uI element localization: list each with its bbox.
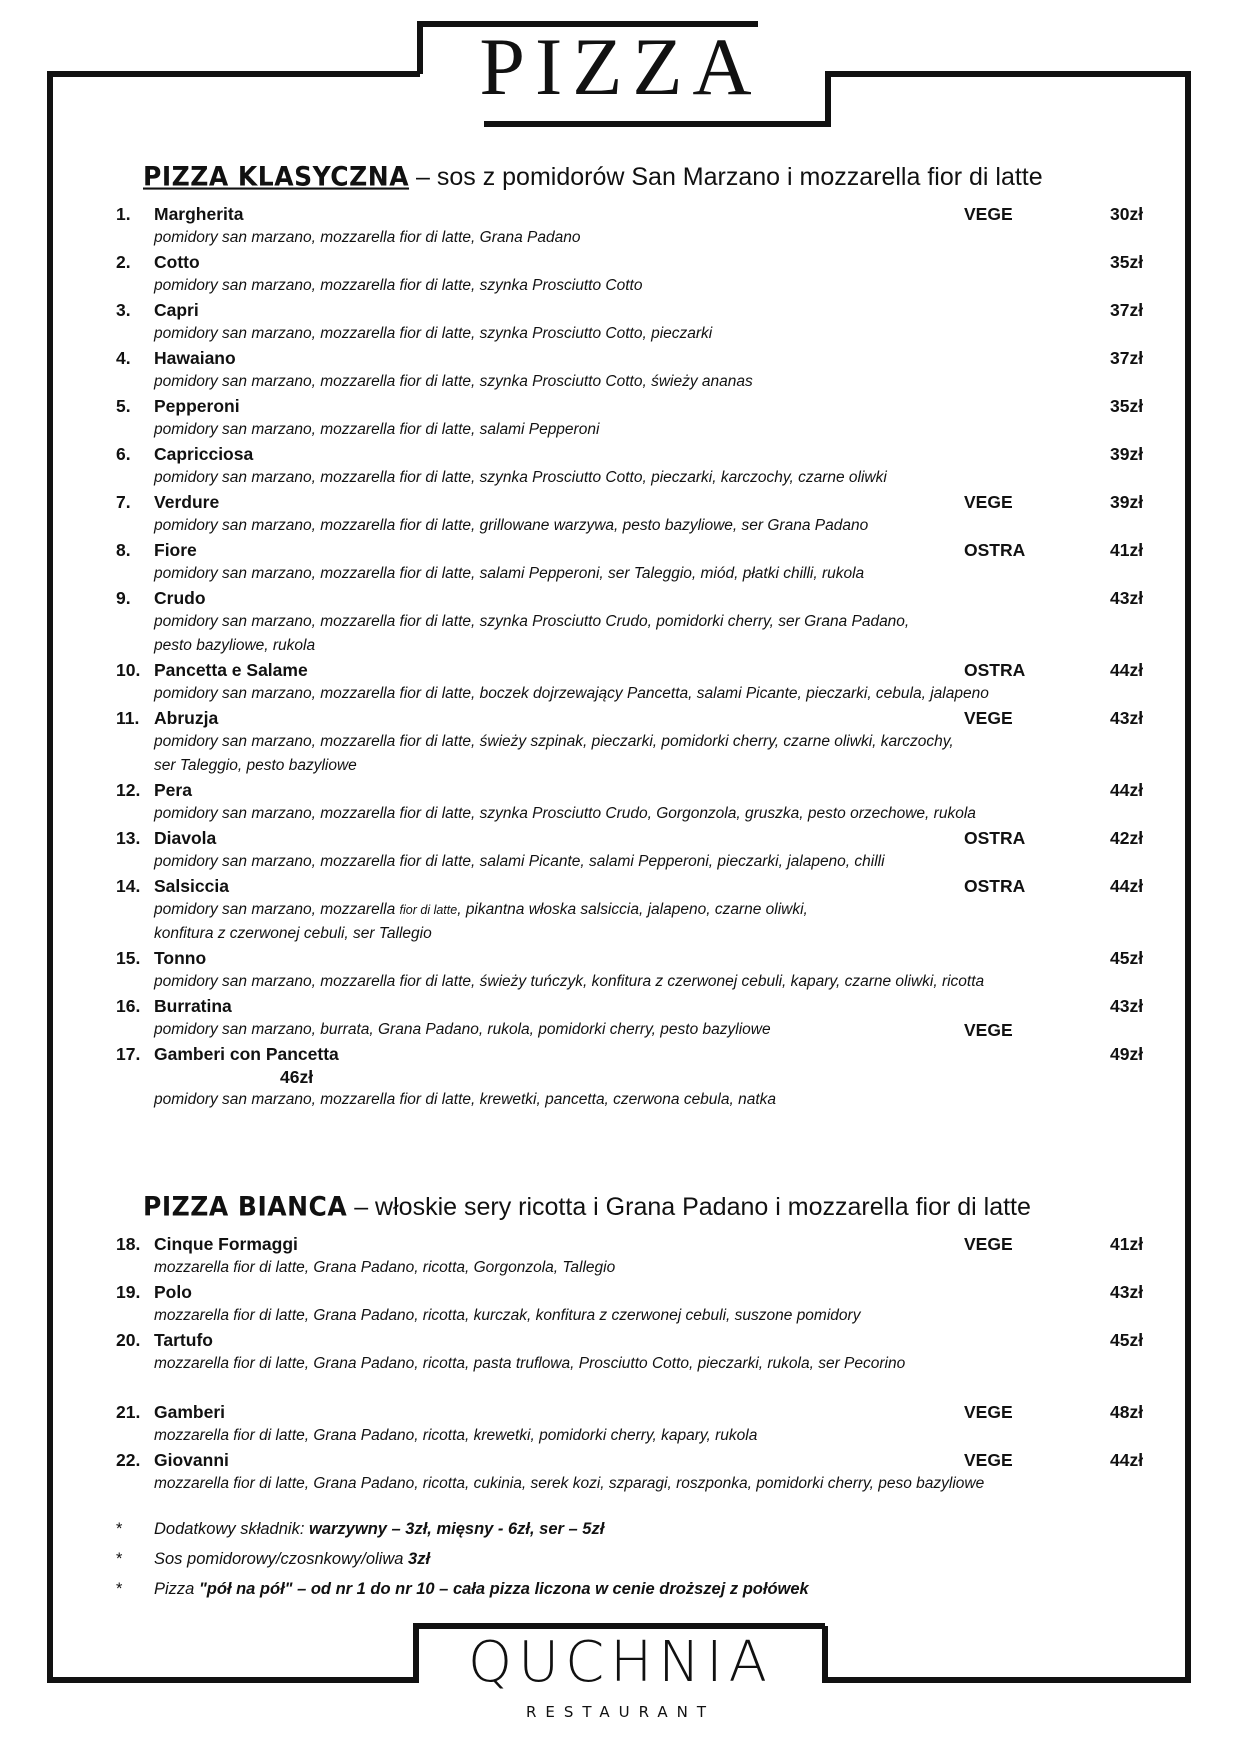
item-description: pomidory san marzano, mozzarella fior di latte, salami Picante, salami Pepperoni, pieczarki, jalapeno, chilli — [154, 853, 885, 870]
item-description: mozzarella fior di latte, Grana Padano, ricotta, cukinia, serek kozi, szparagi, roszponka, pomidorki cherry, peso bazyliowe — [154, 1475, 985, 1492]
menu-item — [116, 946, 1146, 994]
item-price: 35zł — [1110, 252, 1144, 272]
item-description: pomidory san marzano, mozzarella fior di latte, świeży tuńczyk, konfitura z czerwonej cebuli, kapary, czarne oliwki, ricotta — [154, 973, 985, 990]
menu-notes — [116, 1514, 1116, 1604]
item-description: pomidory san marzano, mozzarella fior di latte, świeży szpinak, pieczarki, pomidorki cherry, czarne oliwki, karczochy, — [154, 733, 954, 750]
item-price: 39zł — [1110, 492, 1144, 512]
item-description-part: , pikantna włoska salsiccia, jalapeno, czarne oliwki, — [457, 901, 808, 918]
item-tag: VEGE — [964, 708, 1013, 728]
page-title: PIZZA — [479, 21, 762, 112]
item-name: Capri — [154, 300, 199, 320]
menu-item-header — [116, 1232, 1146, 1256]
item-number: 2. — [116, 252, 131, 272]
item-number: 9. — [116, 588, 131, 608]
menu-item-header — [116, 1400, 1146, 1424]
item-number: 17. — [116, 1044, 141, 1064]
item-description-continued: pesto bazyliowe, rukola — [154, 637, 316, 654]
item-name: Salsiccia — [154, 876, 229, 896]
item-description: pomidory san marzano, burrata, Grana Padano, rukola, pomidorki cherry, pesto bazyliowe VEGE — [154, 1020, 1013, 1040]
item-number: 16. — [116, 996, 141, 1016]
item-name: Diavola — [154, 828, 217, 848]
menu-item-header — [116, 1328, 1146, 1352]
note-bold-text: "pół na pół" – od nr 1 do nr 10 – cała pizza liczona w cenie droższej z połówek — [198, 1580, 809, 1598]
item-tag: VEGE — [964, 204, 1013, 224]
pizza-list-bianca — [116, 1232, 1146, 1496]
item-description: pomidory san marzano, mozzarella fior di latte, salami Pepperoni — [154, 421, 600, 438]
item-description: mozzarella fior di latte, Grana Padano, ricotta, krewetki, pomidorki cherry, kapary, rukola — [154, 1427, 758, 1444]
item-price: 30zł — [1110, 204, 1144, 224]
bullet-star: * — [116, 1580, 123, 1598]
item-description: mozzarella fior di latte, Grana Padano, ricotta, pasta truflowa, Prosciutto Cotto, pieczarki, rukola, ser Pecorino — [154, 1355, 906, 1372]
menu-item — [116, 994, 1146, 1042]
menu-item-header — [116, 874, 1146, 898]
menu-item-header — [116, 394, 1146, 418]
menu-item — [116, 826, 1146, 874]
item-name: Hawaiano — [154, 348, 236, 368]
item-description: pomidory san marzano, mozzarella fior di latte, szynka Prosciutto Crudo, Gorgonzola, gruszka, pesto orzechowe, rukola — [154, 805, 976, 822]
item-name: Abruzja — [154, 708, 219, 728]
menu-item — [116, 442, 1146, 490]
item-description: pomidory san marzano, mozzarella fior di latte, szynka Prosciutto Cotto, świeży ananas — [154, 373, 753, 390]
item-number: 7. — [116, 492, 131, 512]
item-description: pomidory san marzano, mozzarella fior di latte, grillowane warzywa, pesto bazyliowe, ser Grana Padano — [154, 517, 869, 534]
item-price: 45zł — [1110, 948, 1144, 968]
section-heading-bianca — [143, 1192, 1123, 1222]
item-price: 45zł — [1110, 1330, 1144, 1350]
menu-item — [116, 346, 1146, 394]
menu-item — [116, 874, 1146, 946]
item-price: 43zł — [1110, 588, 1144, 608]
item-price: 43zł — [1110, 996, 1144, 1016]
item-number: 19. — [116, 1282, 141, 1302]
item-number: 10. — [116, 660, 141, 680]
menu-item-header — [116, 946, 1146, 970]
item-description: mozzarella fior di latte, Grana Padano, ricotta, Gorgonzola, Tallegio — [154, 1259, 616, 1276]
item-number: 1. — [116, 204, 131, 224]
menu-item-header — [116, 538, 1146, 562]
note-line — [116, 1544, 1116, 1574]
item-number: 8. — [116, 540, 131, 560]
section-title: PIZZA KLASYCZNA — [143, 161, 410, 192]
menu-item-header — [116, 826, 1146, 850]
menu-item — [116, 586, 1146, 658]
menu-item — [116, 778, 1146, 826]
item-number: 4. — [116, 348, 131, 368]
item-price: 49zł — [1110, 1044, 1144, 1064]
menu-item — [116, 1328, 1146, 1376]
menu-item-header — [116, 586, 1146, 610]
item-number: 11. — [116, 708, 140, 728]
menu-item — [116, 298, 1146, 346]
menu-item-header — [116, 298, 1146, 322]
note-text: Sos pomidorowy/czosnkowy/oliwa — [154, 1550, 409, 1568]
item-number: 21. — [116, 1402, 141, 1422]
menu-item — [116, 1400, 1146, 1448]
note-line — [116, 1514, 1116, 1544]
item-description: pomidory san marzano, mozzarella fior di latte, krewetki, pancetta, czerwona cebula, natka — [154, 1091, 777, 1108]
item-price: 44zł — [1110, 1450, 1144, 1470]
item-tag: OSTRA — [964, 828, 1026, 848]
bullet-star: * — [116, 1550, 123, 1568]
item-name: Fiore — [154, 540, 197, 560]
item-extra-price: 46zł — [280, 1067, 314, 1087]
item-description — [116, 898, 1146, 922]
menu-item — [116, 202, 1146, 250]
item-number: 3. — [116, 300, 131, 320]
item-name: Pera — [154, 780, 192, 800]
item-number: 5. — [116, 396, 131, 416]
item-name: Gamberi con Pancetta — [154, 1044, 339, 1064]
note-line — [116, 1574, 1116, 1604]
restaurant-logo: QUCHNIA — [468, 1630, 773, 1695]
item-tag: OSTRA — [964, 660, 1026, 680]
item-price: 43zł — [1110, 708, 1144, 728]
menu-item-header — [116, 1042, 1146, 1066]
menu-item-header — [116, 346, 1146, 370]
item-description-part: pomidory san marzano, mozzarella — [154, 901, 400, 918]
menu-item-header — [116, 994, 1146, 1018]
item-name: Tonno — [154, 948, 207, 968]
menu-item-header — [116, 658, 1146, 682]
item-price: 48zł — [1110, 1402, 1144, 1422]
item-tag: OSTRA — [964, 540, 1026, 560]
item-description: pomidory san marzano, mozzarella fior di latte, salami Pepperoni, ser Taleggio, miód, płatki chilli, rukola — [154, 565, 865, 582]
note-text: Pizza — [154, 1580, 199, 1598]
item-number: 14. — [116, 876, 141, 896]
item-price: 39zł — [1110, 444, 1144, 464]
note-text: Dodatkowy składnik: — [154, 1520, 309, 1538]
item-tag: VEGE — [964, 1020, 1013, 1040]
note-bold-text: warzywny – 3zł, mięsny - 6zł, ser – 5zł — [309, 1520, 605, 1538]
menu-item-header — [116, 778, 1146, 802]
item-name: Cinque Formaggi — [154, 1234, 298, 1254]
menu-item — [116, 1232, 1146, 1280]
item-description: pomidory san marzano, mozzarella fior di latte, szynka Prosciutto Cotto, pieczarki — [154, 325, 713, 342]
item-description: pomidory san marzano, mozzarella fior di latte, szynka Prosciutto Cotto — [154, 277, 643, 294]
item-description: pomidory san marzano, mozzarella fior di latte, szynka Prosciutto Crudo, pomidorki cherry, ser Grana Padano, — [154, 613, 910, 630]
item-description-continued: ser Taleggio, pesto bazyliowe — [154, 757, 357, 774]
menu-item-header — [116, 202, 1146, 226]
menu-item — [116, 658, 1146, 706]
item-description: pomidory san marzano, mozzarella fior di latte, boczek dojrzewający Pancetta, salami Picante, pieczarki, cebula, jalapeno — [154, 685, 989, 702]
restaurant-logo-subtitle: RESTAURANT — [525, 1703, 716, 1721]
item-description-continued: konfitura z czerwonej cebuli, ser Tallegio — [154, 925, 432, 942]
item-price: 41zł — [1110, 1234, 1144, 1254]
item-name: Burratina — [154, 996, 232, 1016]
item-number: 20. — [116, 1330, 141, 1350]
item-number: 15. — [116, 948, 141, 968]
menu-item-header — [116, 1448, 1146, 1472]
item-name: Gamberi — [154, 1402, 225, 1422]
menu-item-header — [116, 490, 1146, 514]
item-name: Capricciosa — [154, 444, 254, 464]
menu-item — [116, 490, 1146, 538]
item-price: 41zł — [1110, 540, 1144, 560]
item-tag: VEGE — [964, 1450, 1013, 1470]
item-price: 44zł — [1110, 660, 1144, 680]
item-price: 43zł — [1110, 1282, 1144, 1302]
item-description: pomidory san marzano, mozzarella fior di latte, szynka Prosciutto Cotto, pieczarki, karczochy, czarne oliwki — [154, 469, 887, 486]
section-title: PIZZA BIANCA — [143, 1191, 348, 1222]
item-tag: VEGE — [964, 1402, 1013, 1422]
bullet-star: * — [116, 1520, 123, 1538]
menu-item — [116, 1280, 1146, 1328]
item-price: 44zł — [1110, 780, 1144, 800]
item-price: 42zł — [1110, 828, 1144, 848]
item-name: Tartufo — [154, 1330, 213, 1350]
item-description: pomidory san marzano, mozzarella fior di latte, Grana Padano — [154, 229, 581, 246]
menu-item — [116, 250, 1146, 298]
note-bold-text: 3zł — [408, 1550, 431, 1568]
section-subtitle: – włoskie sery ricotta i Grana Padano i mozzarella fior di latte — [347, 1193, 1031, 1221]
item-number: 6. — [116, 444, 131, 464]
section-heading-klasyczna — [143, 162, 1123, 192]
item-price: 37zł — [1110, 300, 1144, 320]
menu-item — [116, 1042, 1146, 1112]
menu-item-header — [116, 250, 1146, 274]
item-name: Giovanni — [154, 1450, 229, 1470]
menu-item-header — [116, 442, 1146, 466]
item-number: 22. — [116, 1450, 141, 1470]
menu-item — [116, 706, 1146, 778]
item-name: Verdure — [154, 492, 220, 512]
item-extra-price-line — [116, 1066, 1146, 1088]
item-name: Pancetta e Salame — [154, 660, 308, 680]
item-name: Crudo — [154, 588, 206, 608]
item-price: 44zł — [1110, 876, 1144, 896]
menu-item-header — [116, 1280, 1146, 1304]
section-subtitle: – sos z pomidorów San Marzano i mozzarella fior di latte — [409, 163, 1043, 191]
item-name: Polo — [154, 1282, 192, 1302]
menu-item — [116, 1448, 1146, 1496]
item-tag: VEGE — [964, 492, 1013, 512]
pizza-list-klasyczna — [116, 202, 1146, 1112]
item-number: 12. — [116, 780, 141, 800]
item-description: mozzarella fior di latte, Grana Padano, ricotta, kurczak, konfitura z czerwonej cebuli, suszone pomidory — [154, 1307, 861, 1324]
item-number: 18. — [116, 1234, 141, 1254]
item-tag: VEGE — [964, 1234, 1013, 1254]
menu-item — [116, 538, 1146, 586]
item-name: Margherita — [154, 204, 244, 224]
item-name: Pepperoni — [154, 396, 240, 416]
menu-item-header — [116, 706, 1146, 730]
item-name: Cotto — [154, 252, 200, 272]
item-description-part: fior di latte — [399, 903, 458, 917]
item-tag: OSTRA — [964, 876, 1026, 896]
menu-item — [116, 394, 1146, 442]
item-price: 37zł — [1110, 348, 1144, 368]
item-number: 13. — [116, 828, 141, 848]
item-price: 35zł — [1110, 396, 1144, 416]
